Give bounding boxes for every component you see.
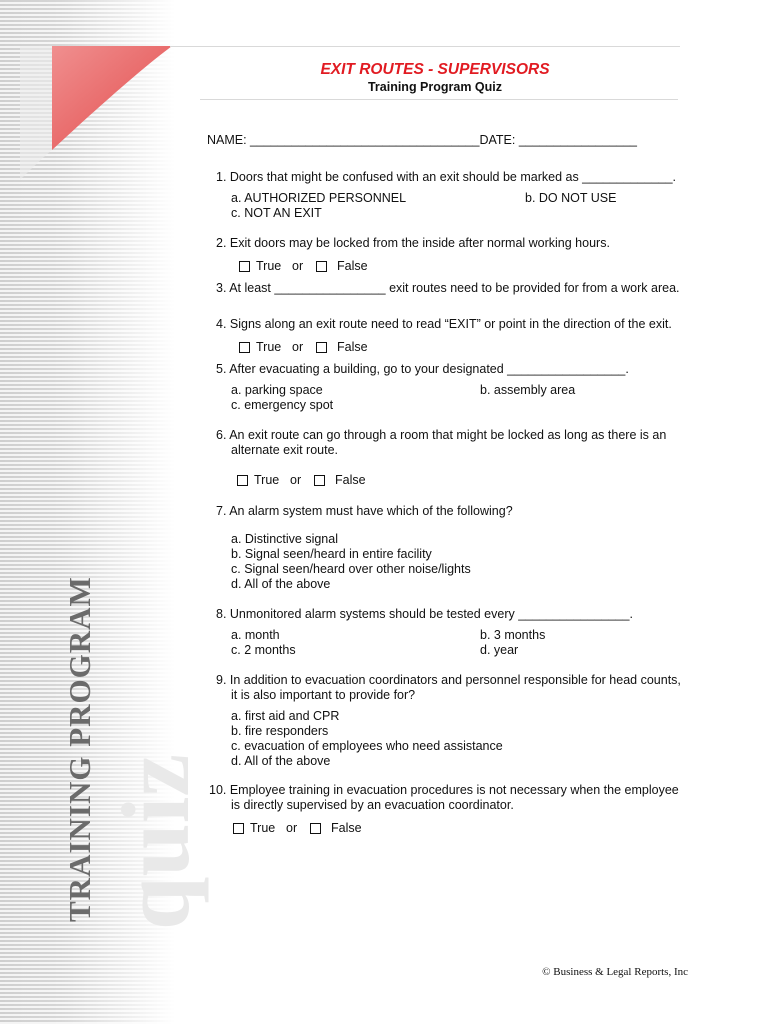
q9-option-c: c. evacuation of employees who need assistance — [231, 739, 503, 753]
q4-false-checkbox[interactable] — [316, 342, 327, 353]
q4-true-label: True — [256, 340, 282, 354]
copyright-notice: © Business & Legal Reports, Inc — [542, 966, 688, 978]
q2-true-label: True — [256, 259, 282, 273]
q2-false-label: False — [337, 259, 368, 273]
q4-or-label: or — [292, 340, 304, 354]
q8-option-a: a. month — [231, 628, 280, 642]
question-10-line-2: is directly supervised by an evacuation coordinator. — [231, 798, 514, 812]
q1-option-a: a. AUTHORIZED PERSONNEL — [231, 191, 407, 205]
question-3: 3. At least ________________ exit routes need to be provided for from a work area. — [216, 281, 680, 295]
q2-or-label: or — [292, 259, 304, 273]
q5-option-a: a. parking space — [231, 383, 323, 397]
question-2: 2. Exit doors may be locked from the inside after normal working hours. — [216, 236, 610, 250]
question-8: 8. Unmonitored alarm systems should be tested every ________________. — [216, 607, 633, 621]
q10-or-label: or — [286, 821, 298, 835]
question-6-line-1: 6. An exit route can go through a room that might be locked as long as there is an — [216, 428, 667, 442]
q6-false-label: False — [335, 473, 366, 487]
q6-or-label: or — [290, 473, 302, 487]
q6-true-checkbox[interactable] — [237, 475, 248, 486]
question-4: 4. Signs along an exit route need to read “EXIT” or point in the direction of the exit. — [216, 317, 672, 331]
q6-false-checkbox[interactable] — [314, 475, 325, 486]
page-subtitle: Training Program Quiz — [367, 80, 503, 94]
q9-option-b: b. fire responders — [231, 724, 329, 738]
question-9-line-2: it is also important to provide for? — [231, 688, 416, 702]
q4-true-checkbox[interactable] — [239, 342, 250, 353]
q4-false-label: False — [337, 340, 368, 354]
q1-option-c: c. NOT AN EXIT — [231, 206, 322, 220]
quiz-watermark: quiz — [102, 753, 209, 930]
question-10-line-1: 10. Employee training in evacuation procedures is not necessary when the employee — [209, 783, 679, 797]
q8-option-d: d. year — [480, 643, 519, 657]
sidebar-decoration — [0, 0, 209, 1024]
question-6-line-2: alternate exit route. — [231, 443, 339, 457]
top-rule — [170, 46, 680, 47]
q7-option-b: b. Signal seen/heard in entire facility — [231, 547, 432, 561]
q9-option-d: d. All of the above — [231, 754, 331, 768]
q6-true-label: True — [254, 473, 280, 487]
page-title: EXIT ROUTES - SUPERVISORS — [320, 61, 550, 78]
q1-option-b: b. DO NOT USE — [525, 191, 617, 205]
q8-option-c: c. 2 months — [231, 643, 296, 657]
q10-false-checkbox[interactable] — [310, 823, 321, 834]
name-date-line: NAME: _________________________________DATE: _________________ — [207, 133, 638, 147]
q10-false-label: False — [331, 821, 362, 835]
q7-option-d: d. All of the above — [231, 577, 331, 591]
q5-option-b: b. assembly area — [480, 383, 576, 397]
q5-option-c: c. emergency spot — [231, 398, 334, 412]
q8-option-b: b. 3 months — [480, 628, 546, 642]
q10-true-label: True — [250, 821, 276, 835]
q9-option-a: a. first aid and CPR — [231, 709, 340, 723]
question-1: 1. Doors that might be confused with an exit should be marked as _____________. — [216, 170, 677, 184]
q10-true-checkbox[interactable] — [233, 823, 244, 834]
q7-option-a: a. Distinctive signal — [231, 532, 338, 546]
training-program-label: TRAINING PROGRAM — [62, 576, 97, 922]
q2-true-checkbox[interactable] — [239, 261, 250, 272]
header-rule — [200, 99, 678, 100]
question-9-line-1: 9. In addition to evacuation coordinators and personnel responsible for head counts, — [216, 673, 681, 687]
question-7: 7. An alarm system must have which of the following? — [216, 504, 513, 518]
question-5: 5. After evacuating a building, go to your designated _________________. — [216, 362, 629, 376]
q2-false-checkbox[interactable] — [316, 261, 327, 272]
q7-option-c: c. Signal seen/heard over other noise/lights — [231, 562, 471, 576]
